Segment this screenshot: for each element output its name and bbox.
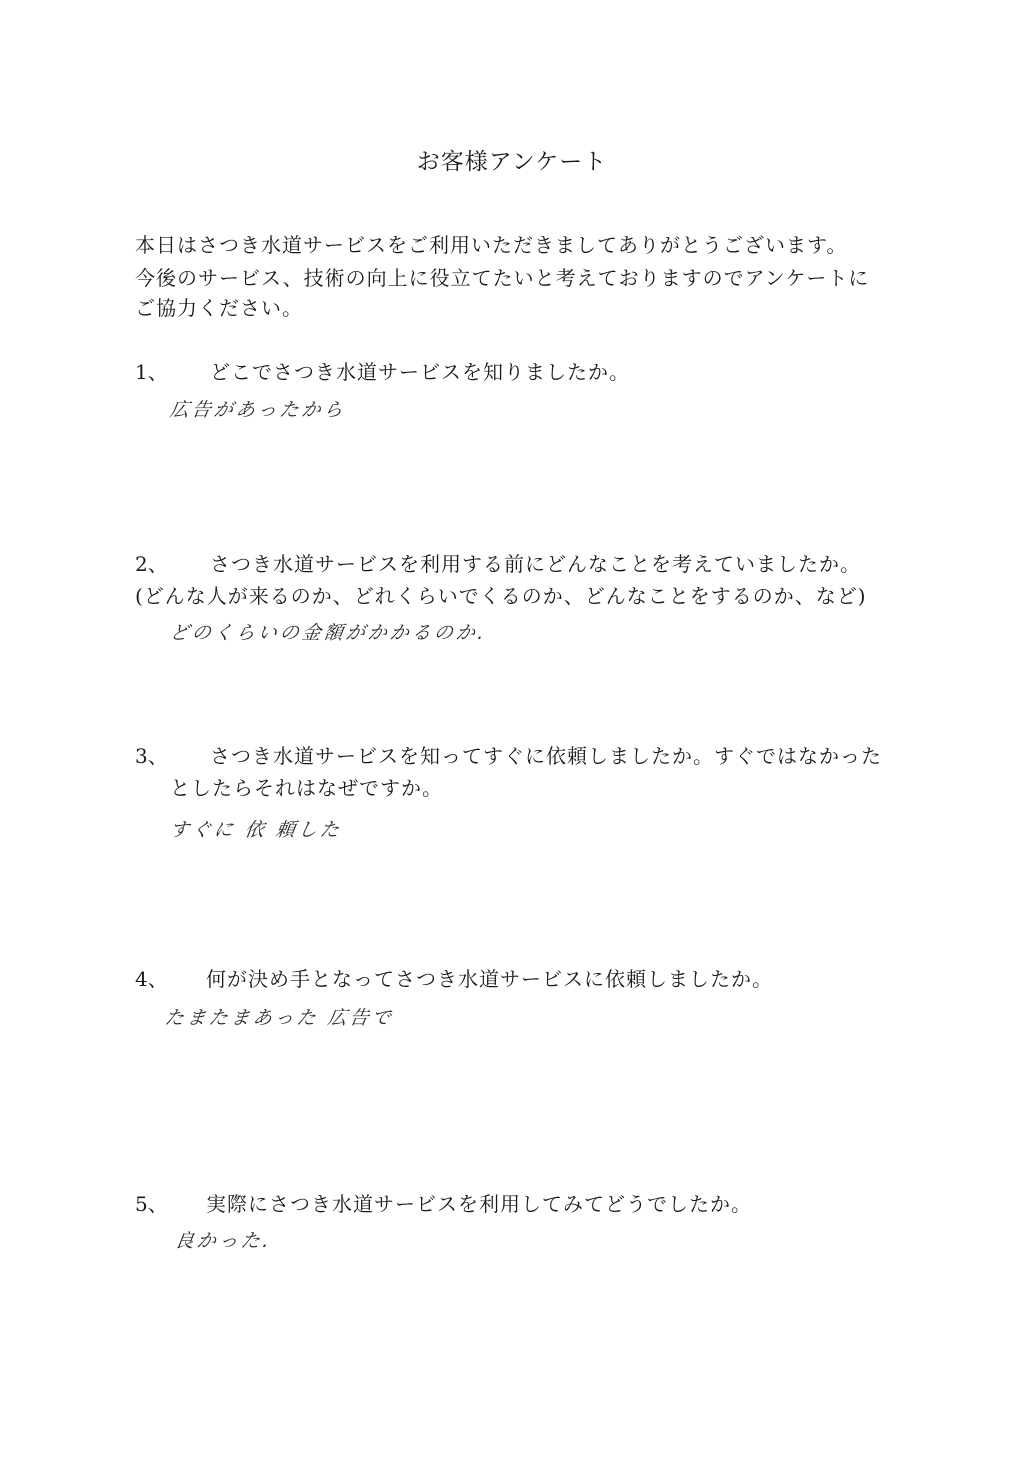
- question-1-handwritten-answer: 広告があったから: [168, 399, 348, 421]
- intro-line-3: ご協力ください。: [135, 296, 303, 320]
- question-5-handwritten-answer: 良かった.: [173, 1230, 274, 1252]
- question-4-number: 4、: [135, 967, 168, 991]
- question-1-number: 1、: [135, 360, 168, 384]
- question-3-handwritten-answer: すぐに 依 頼した: [168, 819, 344, 841]
- question-4-text: 何が決め手となってさつき水道サービスに依頼しましたか。: [206, 967, 773, 991]
- question-1-text: どこでさつき水道サービスを知りましたか。: [210, 360, 630, 384]
- question-3-text-line-2: としたらそれはなぜですか。: [170, 776, 443, 800]
- question-3-text: さつき水道サービスを知ってすぐに依頼しましたか。すぐではなかった: [210, 744, 882, 768]
- question-5-text: 実際にさつき水道サービスを利用してみてどうでしたか。: [206, 1192, 752, 1216]
- question-4-handwritten-answer: たまたまあった 広告で: [163, 1007, 396, 1029]
- question-5-number: 5、: [135, 1192, 168, 1216]
- question-2-text: さつき水道サービスを利用する前にどんなことを考えていましたか。: [210, 552, 861, 576]
- question-3-number: 3、: [135, 744, 168, 768]
- question-2-handwritten-answer: どのくらいの金額がかかるのか.: [168, 622, 489, 644]
- question-2-text-line-2: (どんな人が来るのか、どれくらいでくるのか、どんなことをするのか、など): [135, 584, 867, 608]
- page-title: お客様アンケート: [416, 149, 608, 175]
- question-2-number: 2、: [135, 552, 168, 576]
- intro-line-1: 本日はさつき水道サービスをご利用いただきましてありがとうございます。: [135, 233, 848, 257]
- intro-line-2: 今後のサービス、技術の向上に役立てたいと考えておりますのでアンケートに: [135, 266, 870, 290]
